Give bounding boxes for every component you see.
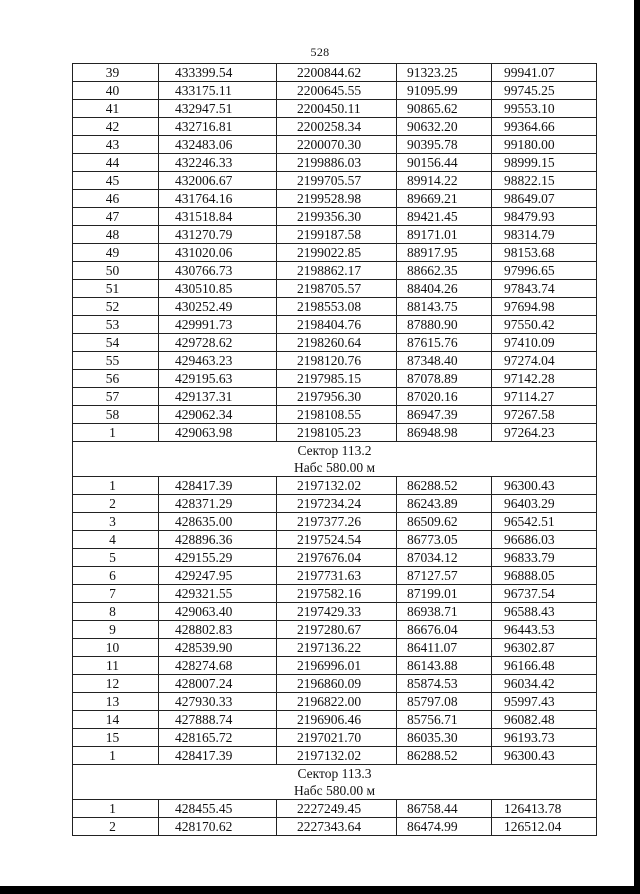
coordinate-cell: 2199886.03 — [277, 154, 397, 172]
point-number-cell: 56 — [73, 370, 159, 388]
coordinate-cell: 86773.05 — [397, 531, 492, 549]
coordinate-cell: 2199705.57 — [277, 172, 397, 190]
coordinate-cell: 428007.24 — [159, 675, 277, 693]
coordinate-cell: 98649.07 — [492, 190, 597, 208]
point-number-cell: 8 — [73, 603, 159, 621]
point-number-cell: 5 — [73, 549, 159, 567]
point-number-cell: 10 — [73, 639, 159, 657]
point-number-cell: 50 — [73, 262, 159, 280]
coordinate-cell: 430766.73 — [159, 262, 277, 280]
coordinate-cell: 97410.09 — [492, 334, 597, 352]
sector-title: Сектор 113.3 — [73, 765, 597, 783]
coordinate-cell: 99941.07 — [492, 64, 597, 82]
table-row — [73, 585, 597, 603]
coordinate-cell: 90395.78 — [397, 136, 492, 154]
coordinate-cell: 98999.15 — [492, 154, 597, 172]
coordinate-cell: 96888.05 — [492, 567, 597, 585]
coordinate-cell: 85797.08 — [397, 693, 492, 711]
coordinate-cell: 96034.42 — [492, 675, 597, 693]
point-number-cell: 12 — [73, 675, 159, 693]
coordinate-cell: 86474.99 — [397, 818, 492, 836]
table-row — [73, 747, 597, 765]
point-number-cell: 6 — [73, 567, 159, 585]
coordinate-cell: 427888.74 — [159, 711, 277, 729]
coordinate-cell: 429991.73 — [159, 316, 277, 334]
coordinate-cell: 90865.62 — [397, 100, 492, 118]
table-row — [73, 208, 597, 226]
coordinate-cell: 428165.72 — [159, 729, 277, 747]
coordinate-cell: 98479.93 — [492, 208, 597, 226]
sector-height: Набс 580.00 м — [73, 459, 597, 477]
coordinate-cell: 96300.43 — [492, 747, 597, 765]
coordinate-cell: 90156.44 — [397, 154, 492, 172]
coordinate-cell: 432716.81 — [159, 118, 277, 136]
coordinate-cell: 2196996.01 — [277, 657, 397, 675]
table-row — [73, 244, 597, 262]
table-row — [73, 711, 597, 729]
point-number-cell: 52 — [73, 298, 159, 316]
coordinate-cell: 428371.29 — [159, 495, 277, 513]
coordinate-cell: 86411.07 — [397, 639, 492, 657]
table-row — [73, 334, 597, 352]
point-number-cell: 1 — [73, 747, 159, 765]
coordinate-cell: 98314.79 — [492, 226, 597, 244]
coordinate-cell: 432483.06 — [159, 136, 277, 154]
point-number-cell: 43 — [73, 136, 159, 154]
sector-height-row — [73, 459, 597, 477]
coordinate-cell: 2196860.09 — [277, 675, 397, 693]
table-row — [73, 118, 597, 136]
coordinate-cell: 2197136.22 — [277, 639, 397, 657]
table-row — [73, 800, 597, 818]
coordinate-cell: 87880.90 — [397, 316, 492, 334]
coordinate-cell: 2197524.54 — [277, 531, 397, 549]
sector-height-row — [73, 782, 597, 800]
table-row — [73, 531, 597, 549]
coordinate-cell: 431020.06 — [159, 244, 277, 262]
coordinate-cell: 85756.71 — [397, 711, 492, 729]
table-row — [73, 190, 597, 208]
coordinate-cell: 86947.39 — [397, 406, 492, 424]
coordinate-cell: 97142.28 — [492, 370, 597, 388]
point-number-cell: 42 — [73, 118, 159, 136]
coordinate-cell: 88917.95 — [397, 244, 492, 262]
point-number-cell: 2 — [73, 495, 159, 513]
table-row — [73, 549, 597, 567]
coordinate-cell: 89171.01 — [397, 226, 492, 244]
coordinate-cell: 2197132.02 — [277, 747, 397, 765]
coordinate-cell: 2199187.58 — [277, 226, 397, 244]
coordinate-cell: 87034.12 — [397, 549, 492, 567]
coordinate-cell: 97996.65 — [492, 262, 597, 280]
table-row — [73, 603, 597, 621]
coordinate-cell: 86035.30 — [397, 729, 492, 747]
coordinate-cell: 430252.49 — [159, 298, 277, 316]
coordinate-cell: 86143.88 — [397, 657, 492, 675]
point-number-cell: 1 — [73, 424, 159, 442]
coordinate-cell: 99180.00 — [492, 136, 597, 154]
coordinate-cell: 2200844.62 — [277, 64, 397, 82]
coordinate-cell: 432006.67 — [159, 172, 277, 190]
table-row — [73, 693, 597, 711]
coordinate-cell: 91323.25 — [397, 64, 492, 82]
table-row — [73, 477, 597, 495]
coordinate-cell: 429063.40 — [159, 603, 277, 621]
table-row — [73, 567, 597, 585]
coordinate-cell: 2197280.67 — [277, 621, 397, 639]
coordinate-cell: 428539.90 — [159, 639, 277, 657]
coordinate-cell: 429155.29 — [159, 549, 277, 567]
coordinate-cell: 98822.15 — [492, 172, 597, 190]
coordinate-cell: 2200070.30 — [277, 136, 397, 154]
coordinate-cell: 86243.89 — [397, 495, 492, 513]
coordinate-cell: 2196906.46 — [277, 711, 397, 729]
coordinate-cell: 2198105.23 — [277, 424, 397, 442]
coordinate-cell: 99745.25 — [492, 82, 597, 100]
coordinate-cell: 429728.62 — [159, 334, 277, 352]
coordinate-cell: 2200258.34 — [277, 118, 397, 136]
coordinate-cell: 2198108.55 — [277, 406, 397, 424]
table-row — [73, 154, 597, 172]
point-number-cell: 40 — [73, 82, 159, 100]
coordinate-cell: 2197676.04 — [277, 549, 397, 567]
coordinate-cell: 96302.87 — [492, 639, 597, 657]
coordinate-cell: 2199356.30 — [277, 208, 397, 226]
coordinate-cell: 428802.83 — [159, 621, 277, 639]
coordinate-cell: 432947.51 — [159, 100, 277, 118]
coordinate-cell: 88143.75 — [397, 298, 492, 316]
coordinate-cell: 96686.03 — [492, 531, 597, 549]
point-number-cell: 57 — [73, 388, 159, 406]
coordinate-cell: 96193.73 — [492, 729, 597, 747]
table-row — [73, 639, 597, 657]
coordinate-cell: 97550.42 — [492, 316, 597, 334]
point-number-cell: 14 — [73, 711, 159, 729]
sector-height: Набс 580.00 м — [73, 782, 597, 800]
coordinate-cell: 90632.20 — [397, 118, 492, 136]
point-number-cell: 58 — [73, 406, 159, 424]
table-row — [73, 64, 597, 82]
point-number-cell: 45 — [73, 172, 159, 190]
coordinate-cell: 2196822.00 — [277, 693, 397, 711]
point-number-cell: 9 — [73, 621, 159, 639]
coordinate-cell: 86948.98 — [397, 424, 492, 442]
coordinate-cell: 2200450.11 — [277, 100, 397, 118]
sector-title-row — [73, 765, 597, 783]
coordinate-cell: 429062.34 — [159, 406, 277, 424]
table-row — [73, 100, 597, 118]
coordinate-cell: 96403.29 — [492, 495, 597, 513]
coordinate-cell: 96542.51 — [492, 513, 597, 531]
coordinate-cell: 2227249.45 — [277, 800, 397, 818]
coordinate-cell: 97264.23 — [492, 424, 597, 442]
coordinate-cell: 430510.85 — [159, 280, 277, 298]
table-row — [73, 818, 597, 836]
coordinate-cell: 2198553.08 — [277, 298, 397, 316]
coordinate-cell: 87199.01 — [397, 585, 492, 603]
table-row — [73, 675, 597, 693]
coordinate-cell: 87078.89 — [397, 370, 492, 388]
table-row — [73, 388, 597, 406]
coordinate-cell: 96082.48 — [492, 711, 597, 729]
table-row — [73, 621, 597, 639]
table-row — [73, 495, 597, 513]
coordinate-cell: 428274.68 — [159, 657, 277, 675]
coordinate-cell: 2199022.85 — [277, 244, 397, 262]
coordinate-cell: 89421.45 — [397, 208, 492, 226]
coordinate-cell: 2198705.57 — [277, 280, 397, 298]
coordinate-cell: 96737.54 — [492, 585, 597, 603]
point-number-cell: 7 — [73, 585, 159, 603]
point-number-cell: 46 — [73, 190, 159, 208]
table-row — [73, 424, 597, 442]
coordinate-cell: 99364.66 — [492, 118, 597, 136]
table-row — [73, 513, 597, 531]
point-number-cell: 54 — [73, 334, 159, 352]
coordinates-table-body — [73, 64, 597, 836]
point-number-cell: 3 — [73, 513, 159, 531]
coordinate-cell: 429247.95 — [159, 567, 277, 585]
coordinate-cell: 429063.98 — [159, 424, 277, 442]
table-row — [73, 82, 597, 100]
coordinate-cell: 99553.10 — [492, 100, 597, 118]
coordinate-cell: 2197429.33 — [277, 603, 397, 621]
coordinate-cell: 97267.58 — [492, 406, 597, 424]
point-number-cell: 41 — [73, 100, 159, 118]
coordinate-cell: 2197582.16 — [277, 585, 397, 603]
coordinate-cell: 97694.98 — [492, 298, 597, 316]
coordinate-cell: 88662.35 — [397, 262, 492, 280]
table-row — [73, 298, 597, 316]
coordinate-cell: 86288.52 — [397, 747, 492, 765]
coordinate-cell: 433175.11 — [159, 82, 277, 100]
coordinate-cell: 428417.39 — [159, 477, 277, 495]
coordinate-cell: 2197132.02 — [277, 477, 397, 495]
point-number-cell: 51 — [73, 280, 159, 298]
coordinate-cell: 87348.40 — [397, 352, 492, 370]
point-number-cell: 48 — [73, 226, 159, 244]
coordinate-cell: 433399.54 — [159, 64, 277, 82]
sector-title-row — [73, 442, 597, 460]
coordinate-cell: 431764.16 — [159, 190, 277, 208]
coordinate-cell: 432246.33 — [159, 154, 277, 172]
table-row — [73, 172, 597, 190]
coordinate-cell: 86288.52 — [397, 477, 492, 495]
point-number-cell: 11 — [73, 657, 159, 675]
coordinate-cell: 96300.43 — [492, 477, 597, 495]
coordinate-cell: 89669.21 — [397, 190, 492, 208]
coordinate-cell: 429321.55 — [159, 585, 277, 603]
coordinate-cell: 427930.33 — [159, 693, 277, 711]
point-number-cell: 49 — [73, 244, 159, 262]
table-row — [73, 316, 597, 334]
coordinate-cell: 97114.27 — [492, 388, 597, 406]
table-row — [73, 657, 597, 675]
coordinate-cell: 96443.53 — [492, 621, 597, 639]
coordinate-cell: 428170.62 — [159, 818, 277, 836]
point-number-cell: 2 — [73, 818, 159, 836]
coordinate-cell: 2198260.64 — [277, 334, 397, 352]
coordinate-cell: 126512.04 — [492, 818, 597, 836]
coordinate-cell: 97843.74 — [492, 280, 597, 298]
point-number-cell: 39 — [73, 64, 159, 82]
coordinate-cell: 2200645.55 — [277, 82, 397, 100]
page-number: 528 — [310, 45, 330, 59]
table-row — [73, 262, 597, 280]
table-row — [73, 352, 597, 370]
coordinate-cell: 2198120.76 — [277, 352, 397, 370]
table-row — [73, 729, 597, 747]
coordinate-cell: 2197021.70 — [277, 729, 397, 747]
table-row — [73, 406, 597, 424]
coordinate-cell: 96166.48 — [492, 657, 597, 675]
table-row — [73, 136, 597, 154]
point-number-cell: 44 — [73, 154, 159, 172]
point-number-cell: 13 — [73, 693, 159, 711]
coordinate-cell: 2197985.15 — [277, 370, 397, 388]
coordinate-cell: 96588.43 — [492, 603, 597, 621]
coordinate-cell: 2198404.76 — [277, 316, 397, 334]
point-number-cell: 47 — [73, 208, 159, 226]
sector-title: Сектор 113.2 — [73, 442, 597, 460]
coordinate-cell: 428417.39 — [159, 747, 277, 765]
coordinate-cell: 431270.79 — [159, 226, 277, 244]
point-number-cell: 53 — [73, 316, 159, 334]
table-row — [73, 226, 597, 244]
coordinate-cell: 97274.04 — [492, 352, 597, 370]
coordinate-cell: 86676.04 — [397, 621, 492, 639]
coordinate-cell: 428635.00 — [159, 513, 277, 531]
point-number-cell: 55 — [73, 352, 159, 370]
point-number-cell: 15 — [73, 729, 159, 747]
coordinate-cell: 2199528.98 — [277, 190, 397, 208]
coordinate-cell: 98153.68 — [492, 244, 597, 262]
coordinate-cell: 88404.26 — [397, 280, 492, 298]
coordinate-cell: 428455.45 — [159, 800, 277, 818]
scan-edge-bottom — [0, 886, 640, 894]
point-number-cell: 1 — [73, 477, 159, 495]
coordinate-cell: 2227343.64 — [277, 818, 397, 836]
coordinate-cell: 2198862.17 — [277, 262, 397, 280]
coordinate-cell: 86509.62 — [397, 513, 492, 531]
coordinate-cell: 89914.22 — [397, 172, 492, 190]
coordinate-cell: 2197234.24 — [277, 495, 397, 513]
coordinate-cell: 126413.78 — [492, 800, 597, 818]
coordinate-cell: 428896.36 — [159, 531, 277, 549]
coordinate-cell: 429463.23 — [159, 352, 277, 370]
coordinate-cell: 2197731.63 — [277, 567, 397, 585]
table-row — [73, 370, 597, 388]
coordinate-cell: 431518.84 — [159, 208, 277, 226]
coordinate-cell: 91095.99 — [397, 82, 492, 100]
coordinate-cell: 95997.43 — [492, 693, 597, 711]
coordinate-cell: 87020.16 — [397, 388, 492, 406]
point-number-cell: 1 — [73, 800, 159, 818]
coordinate-cell: 429195.63 — [159, 370, 277, 388]
coordinate-cell: 429137.31 — [159, 388, 277, 406]
coordinate-cell: 87615.76 — [397, 334, 492, 352]
point-number-cell: 4 — [73, 531, 159, 549]
coordinate-cell: 96833.79 — [492, 549, 597, 567]
coordinate-cell: 87127.57 — [397, 567, 492, 585]
coordinate-cell: 86758.44 — [397, 800, 492, 818]
scan-edge-right — [634, 0, 640, 894]
coordinate-cell: 2197956.30 — [277, 388, 397, 406]
coordinate-cell: 2197377.26 — [277, 513, 397, 531]
coordinate-cell: 85874.53 — [397, 675, 492, 693]
coordinates-table — [72, 63, 597, 836]
coordinate-cell: 86938.71 — [397, 603, 492, 621]
table-row — [73, 280, 597, 298]
